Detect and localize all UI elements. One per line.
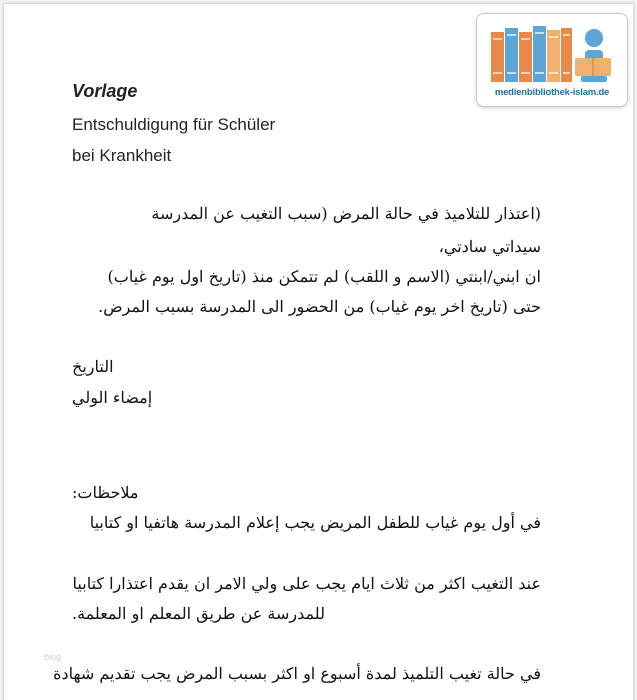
arabic-heading: (اعتذار للتلاميذ في حالة المرض (سبب التغيب عن المدرسة bbox=[151, 204, 541, 223]
arabic-body-line2: حتى (تاريخ اخر يوم غياب) من الحضور الى المدرسة بسبب المرض. bbox=[98, 297, 541, 316]
reader-head-icon bbox=[585, 29, 603, 47]
note-3-line1: في حالة تغيب التلميذ لمدة أسبوع او اكثر بسبب المرض يجب تقديم شهادة bbox=[53, 664, 541, 683]
arabic-salutation: سيداتي سادتي، bbox=[438, 237, 541, 256]
document-subtitle-line1: Entschuldigung für Schüler bbox=[72, 115, 276, 134]
date-label: التاريخ bbox=[72, 357, 114, 376]
site-logo[interactable] bbox=[476, 13, 628, 107]
note-2-line1: عند التغيب اكثر من ثلاث ايام يجب على ولي الامر ان يقدم اعتذارا كتابيا bbox=[72, 574, 541, 593]
note-2-line2: للمدرسة عن طريق المعلم او المعلمة. bbox=[72, 604, 325, 623]
signature-label: إمضاء الولي bbox=[72, 388, 153, 407]
document-title: Vorlage bbox=[72, 81, 138, 101]
arabic-body-line1: ان ابني/ابنتي (الاسم و اللقب) لم تتمكن منذ (تاريخ اول يوم غياب) bbox=[107, 267, 541, 286]
note-1: في أول يوم غياب للطفل المريض يجب إعلام المدرسة هاتفيا او كتابيا bbox=[89, 513, 541, 532]
notes-label: ملاحظات: bbox=[72, 483, 139, 502]
document-subtitle-line2: bei Krankheit bbox=[72, 146, 172, 165]
document-page bbox=[3, 3, 634, 700]
logo-caption: medienbibliothek-islam.de bbox=[494, 87, 610, 98]
watermark-text: blog bbox=[44, 652, 62, 662]
